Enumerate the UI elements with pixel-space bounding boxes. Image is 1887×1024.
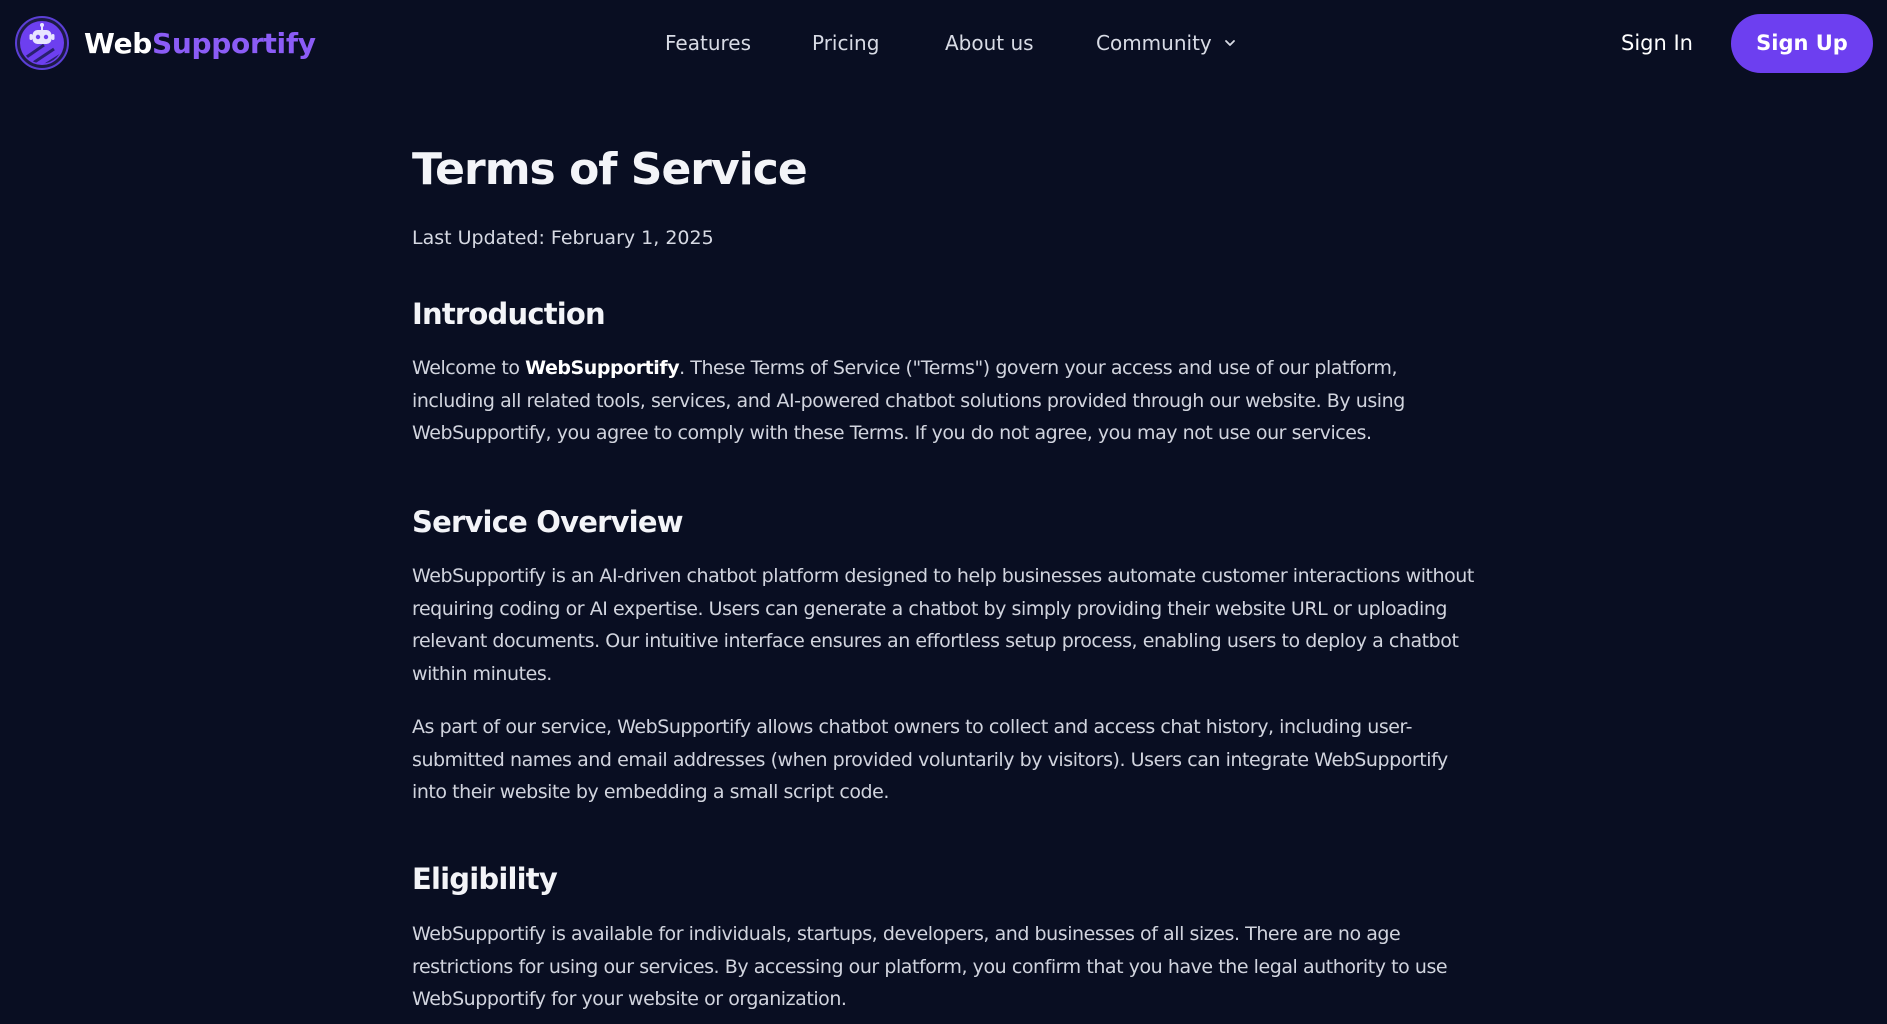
section-title-service-overview: Service Overview [412, 505, 683, 539]
sign-up-button[interactable]: Sign Up [1731, 14, 1873, 73]
last-updated: Last Updated: February 1, 2025 [412, 227, 714, 249]
introduction-paragraph [412, 352, 1482, 450]
sign-in-link[interactable]: Sign In [1621, 31, 1693, 55]
nav-link-community-label: Community [1096, 31, 1212, 55]
intro-brand-name: WebSupportify [525, 357, 680, 379]
nav-link-about[interactable]: About us [945, 31, 1034, 55]
brand-name-supportify: Supportify [152, 26, 316, 60]
nav-link-pricing[interactable]: Pricing [812, 31, 880, 55]
nav-link-community[interactable] [1096, 26, 1238, 60]
nav-link-features[interactable]: Features [665, 31, 751, 55]
intro-text-start: Welcome to [412, 357, 526, 379]
service-overview-paragraph-2: As part of our service, WebSupportify allows chatbot owners to collect and access chat history, including user-submitted names and email addresses (when provided voluntarily by visitors). Users can integrate WebSupportify into their website by embedding a small script code. [412, 716, 1448, 804]
section-title-introduction: Introduction [412, 297, 605, 331]
intro-text-rest: . These Terms of Service ("Terms") govern your access and use of our platform, including all related tools, services, and AI-powered chatbot solutions provided through our website. By using WebSupportify, you agree to comply with these Terms. If you do not agree, you may not use our services. [412, 357, 1405, 445]
brand-name-web: Web [84, 26, 153, 60]
navbar [0, 0, 1887, 86]
eligibility-paragraph: WebSupportify is available for individuals, startups, developers, and businesses of all sizes. There are no age restrictions for using our services. By accessing our platform, you confirm that you have the legal authority to use WebSupportify for your website or organization. [412, 923, 1448, 1011]
main-nav [0, 26, 1887, 60]
section-title-eligibility: Eligibility [412, 862, 557, 896]
service-overview-paragraph-1: WebSupportify is an AI-driven chatbot platform designed to help businesses automate customer interactions without requiring coding or AI expertise. Users can generate a chatbot by simply providing their website URL or uploading relevant documents. Our intuitive interface ensures an effortless setup process, enabling users to deploy a chatbot within minutes. [412, 565, 1474, 685]
chevron-down-icon [1222, 35, 1238, 51]
page-title: Terms of Service [412, 144, 807, 195]
